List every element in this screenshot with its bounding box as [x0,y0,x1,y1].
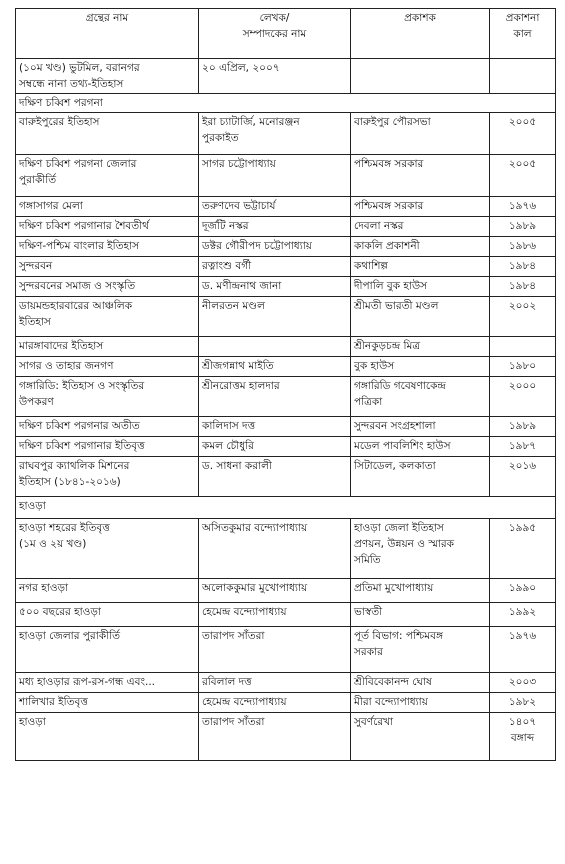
cell-author [199,673,351,693]
table-row [16,627,556,673]
cell-title [16,59,199,94]
cell-publisher [351,277,490,297]
cell-year [490,603,556,627]
cell-author [199,277,351,297]
cell-publisher [351,357,490,377]
cell-publisher-line: মডেল পাবলিশিং হাউস [354,440,451,452]
cell-year-line: ১৪০৭ [508,716,537,728]
cell-publisher [351,377,490,417]
cell-publisher [351,579,490,603]
cell-year-line: ১৯৮০ [508,360,537,372]
cell-author-line: পুরকাইত [202,132,239,144]
cell-author [199,237,351,257]
cell-author-line: রবিলাল দত্ত [202,676,252,688]
cell-author-line: ২০ এপ্রিল, ২০০৭ [202,62,280,74]
cell-publisher-line: পত্রিকা [354,396,383,408]
cell-publisher [351,417,490,437]
cell-year-line: ২০১৬ [508,460,537,472]
cell-author [199,437,351,457]
cell-publisher-line: পশ্চিমবঙ্গ সরকার [354,200,424,212]
cell-publisher [351,257,490,277]
section-heading: হাওড়া [16,497,556,519]
cell-author-line: কমল চৌধুরি [202,440,254,452]
cell-year-line: ১৯৮৭ [508,440,537,452]
cell-title-line: ডায়মন্ডহারবারের আঞ্চলিক [19,300,133,312]
cell-title-line: বারুইপুরের ইতিহাস [19,116,100,128]
cell-year-line: ২০০৩ [508,676,537,688]
cell-publisher-line: পশ্চিমবঙ্গ সরকার [354,158,424,170]
cell-author-line: তারাপদ সাঁতরা [202,716,265,728]
cell-title-line: গঙ্গারিডি: ইতিহাস ও সংস্কৃতির [19,380,145,392]
cell-title-line: মারঙ্গাবাদের ইতিহাস [19,340,104,352]
cell-title [16,437,199,457]
cell-year-line: ১৯৮৯ [508,420,537,432]
cell-year [490,237,556,257]
cell-year [490,113,556,155]
cell-year-line: ১৯৯০ [508,582,537,594]
cell-publisher-line: কাকলি প্রকাশনী [354,240,420,252]
cell-author-line: শ্রীজগন্নাথ মাইতি [202,360,274,372]
table-row [16,579,556,603]
cell-title-line: দক্ষিণ চব্বিশ পরগানার ইতিবৃত্ত [19,440,145,452]
cell-author [199,337,351,357]
cell-year-line: ১৯৭৬ [508,200,537,212]
table-row [16,257,556,277]
cell-publisher [351,627,490,673]
cell-author [199,457,351,497]
cell-author [199,603,351,627]
header-author: লেখক/ সম্পাদকের নাম [199,9,351,59]
cell-title [16,673,199,693]
cell-publisher-line: দেবলা নস্কর [354,220,404,232]
cell-year [490,357,556,377]
cell-author-line: সাগর চট্টোপাধ্যায় [202,158,276,170]
cell-title [16,113,199,155]
section-heading: দক্ষিণ চব্বিশ পরগনা [16,94,556,113]
cell-year-line: ২০০০ [508,380,537,392]
cell-title [16,237,199,257]
cell-author [199,257,351,277]
header-row [16,9,556,59]
cell-author-line: ড. মণীন্দ্রনাথ জানা [202,280,282,292]
cell-title-line: (১০ম খণ্ড) ভুটমিল, বরানগর [19,62,140,74]
cell-publisher [351,197,490,217]
cell-year [490,217,556,237]
cell-publisher [351,337,490,357]
cell-author [199,693,351,713]
cell-author-line: অলোককুমার মুখোপাধ্যায় [202,582,308,594]
cell-publisher-line: শ্রীবিবেকানন্দ ঘোষ [354,676,432,688]
cell-title [16,377,199,417]
cell-year [490,673,556,693]
table-row [16,337,556,357]
cell-title-line: হাওড়া শহরের ইতিবৃত্ত [19,522,110,534]
table-row [16,693,556,713]
cell-title [16,217,199,237]
cell-publisher-line: পূর্ত বিভাগ: পশ্চিমবঙ্গ [354,630,443,642]
cell-title [16,257,199,277]
cell-title-line: ৫০০ বছরের হাওড়া [19,606,101,618]
cell-title-line: মধ্য হাওড়ার রূপ-রস-গন্ধ এবং... [19,676,156,688]
cell-publisher [351,113,490,155]
table-row [16,155,556,197]
section-row [16,497,556,519]
table-row [16,357,556,377]
table-row [16,197,556,217]
cell-author [199,713,351,761]
cell-year [490,437,556,457]
cell-author-line: শ্রীনরোত্তম হালদার [202,380,280,392]
cell-title-line: সম্বন্ধে নানা তথ্য-ইতিহাস [19,78,124,90]
cell-author [199,59,351,94]
cell-year-line: ২০০৫ [508,116,537,128]
cell-title [16,603,199,627]
cell-title [16,457,199,497]
cell-year [490,155,556,197]
cell-publisher-line: প্রণয়ন, উন্নয়ন ও স্মারক [354,538,455,550]
table-row [16,237,556,257]
cell-publisher-line: বারুইপুর পৌরসভা [354,116,431,128]
cell-year-line: ২০০৫ [508,158,537,170]
cell-title-line: হাওড়া জেলার পুরাকীর্তি [19,630,120,642]
cell-title [16,713,199,761]
cell-year-line: বঙ্গাব্দ [510,732,535,744]
cell-publisher-line: ভাস্বতী [354,606,383,618]
cell-year [490,197,556,217]
cell-title-line: রাঘবপুর ক্যাথলিক মিশনের [19,460,130,472]
cell-year [490,59,556,94]
cell-publisher [351,713,490,761]
cell-year [490,579,556,603]
cell-author-line: হেমেন্দ্র বন্দ্যোপাধ্যায় [202,696,287,708]
cell-title-line: দক্ষিণ চব্বিশ পরগানার শৈবতীর্থ [19,220,149,232]
cell-year [490,257,556,277]
cell-year-line: ১৯৮৯ [508,220,537,232]
cell-year-line: ১৯৯৫ [508,522,537,534]
cell-author [199,155,351,197]
cell-year [490,693,556,713]
header-title: গ্রন্থের নাম [16,9,199,59]
cell-publisher-line: দীপালি বুক হাউস [354,280,428,292]
cell-publisher [351,237,490,257]
cell-author [199,297,351,337]
cell-title-line: দক্ষিণ চব্বিশ পরগনার অতীত [19,420,140,432]
cell-publisher [351,603,490,627]
header-publisher: প্রকাশক [351,9,490,59]
cell-title [16,579,199,603]
cell-author-line: তরুণদেব ভট্টাচার্য [202,200,276,212]
table-row [16,217,556,237]
cell-author [199,627,351,673]
cell-author [199,113,351,155]
cell-author-line: রত্নাংশু বর্গী [202,260,252,272]
cell-author [199,519,351,579]
cell-year [490,337,556,357]
cell-year-line: ১৯৯২ [508,606,537,618]
cell-author-line: ড. সাধনা করালী [202,460,272,472]
cell-author-line: ডক্টর গৌরীপদ চট্টোপাধ্যায় [202,240,312,252]
cell-author [199,377,351,417]
cell-year [490,627,556,673]
cell-publisher [351,59,490,94]
section-row [16,94,556,113]
cell-year [490,713,556,761]
cell-author [199,417,351,437]
cell-title-line: নগর হাওড়া [19,582,69,594]
cell-year-line: ১৯৭৬ [508,630,537,642]
table-row [16,713,556,761]
cell-title [16,693,199,713]
cell-author [199,579,351,603]
cell-publisher [351,297,490,337]
table-body [16,59,556,761]
cell-publisher-line: গঙ্গারিডি গবেষণাকেন্দ্র [354,380,446,392]
cell-author [199,357,351,377]
cell-publisher-line: সমিতি [354,554,381,566]
table-row [16,59,556,94]
cell-publisher-line: সিটাডেল, কলকাতা [354,460,436,472]
cell-publisher [351,519,490,579]
cell-author-line: কালিদাস দত্ত [202,420,256,432]
cell-year [490,297,556,337]
cell-title-line: দক্ষিণ-পশ্চিম বাংলার ইতিহাস [19,240,140,252]
cell-title [16,337,199,357]
table-row [16,437,556,457]
cell-title [16,277,199,297]
table-row [16,603,556,627]
cell-publisher-line: সরকার [354,646,383,658]
cell-title-line: হাওড়া [19,716,46,728]
cell-year-line: ১৯৮২ [508,696,537,708]
cell-publisher [351,457,490,497]
cell-publisher-line: মীরা বন্দ্যোপাধ্যায় [354,696,428,708]
cell-title [16,519,199,579]
cell-year [490,417,556,437]
table-row [16,113,556,155]
cell-title-line: গঙ্গাসাগর মেলা [19,200,83,212]
cell-year [490,277,556,297]
cell-author [199,197,351,217]
cell-publisher-line: শ্রীমতী ভারতী মণ্ডল [354,300,439,312]
cell-author-line: তারাপদ সাঁতরা [202,630,265,642]
table-row [16,297,556,337]
table-row [16,417,556,437]
cell-title [16,357,199,377]
cell-author-line: অসিতকুমার বন্দ্যোপাধ্যায় [202,522,308,534]
cell-publisher [351,437,490,457]
cell-author [199,217,351,237]
cell-publisher-line: কথাশিল্প [354,260,388,272]
cell-year [490,377,556,417]
cell-title [16,297,199,337]
cell-year-line: ১৯৮৬ [508,240,537,252]
cell-year [490,457,556,497]
table-row [16,377,556,417]
cell-title [16,155,199,197]
cell-title-line: পুরাকীর্তি [19,174,57,186]
cell-author-line: ইরা চ্যাটার্জি, মনোরঞ্জন [202,116,300,128]
cell-title-line: শালিখার ইতিবৃত্ত [19,696,88,708]
cell-title-line: উপকরণ [19,396,54,408]
cell-publisher-line: হাওড়া জেলা ইতিহাস [354,522,444,534]
cell-year-line: ১৯৮৪ [508,260,537,272]
cell-publisher-line: সুবর্ণরেখা [354,716,394,728]
cell-title-line: সুন্দরবনের সমাজ ও সংস্কৃতি [19,280,136,292]
cell-title-line: সাগর ও তাহার জনগণ [19,360,114,372]
cell-publisher-line: শ্রীনকুড়চন্দ্র মিত্র [354,340,421,352]
cell-title-line: দক্ষিণ চব্বিশ পরগনা জেলার [19,158,137,170]
cell-author-line: হেমেন্দ্র বন্দ্যোপাধ্যায় [202,606,287,618]
table-row [16,673,556,693]
bibliography-table [15,8,556,761]
cell-publisher-line: সুন্দরবন সংগ্রহশালা [354,420,436,432]
cell-title-line: (১ম ও ২য় খণ্ড) [19,538,87,550]
table-row [16,277,556,297]
cell-title-line: ইতিহাস [19,316,51,328]
cell-author-line: নীলরতন মণ্ডল [202,300,265,312]
cell-year [490,519,556,579]
cell-title [16,417,199,437]
cell-publisher [351,673,490,693]
cell-title [16,197,199,217]
cell-publisher-line: বুক হাউস [354,360,395,372]
table-row [16,519,556,579]
cell-title-line: সুন্দরবন [19,260,53,272]
cell-publisher [351,155,490,197]
cell-title [16,627,199,673]
table-row [16,457,556,497]
cell-year-line: ১৯৮৪ [508,280,537,292]
cell-publisher [351,693,490,713]
cell-title-line: ইতিহাস (১৮৪১-২০১৬) [19,476,121,488]
cell-publisher [351,217,490,237]
cell-publisher-line: প্রতিমা মুখোপাধ্যায় [354,582,434,594]
cell-author-line: দূর্জটি নস্কর [202,220,249,232]
header-year: প্রকাশনা কাল [490,9,556,59]
cell-year-line: ২০০২ [508,300,537,312]
